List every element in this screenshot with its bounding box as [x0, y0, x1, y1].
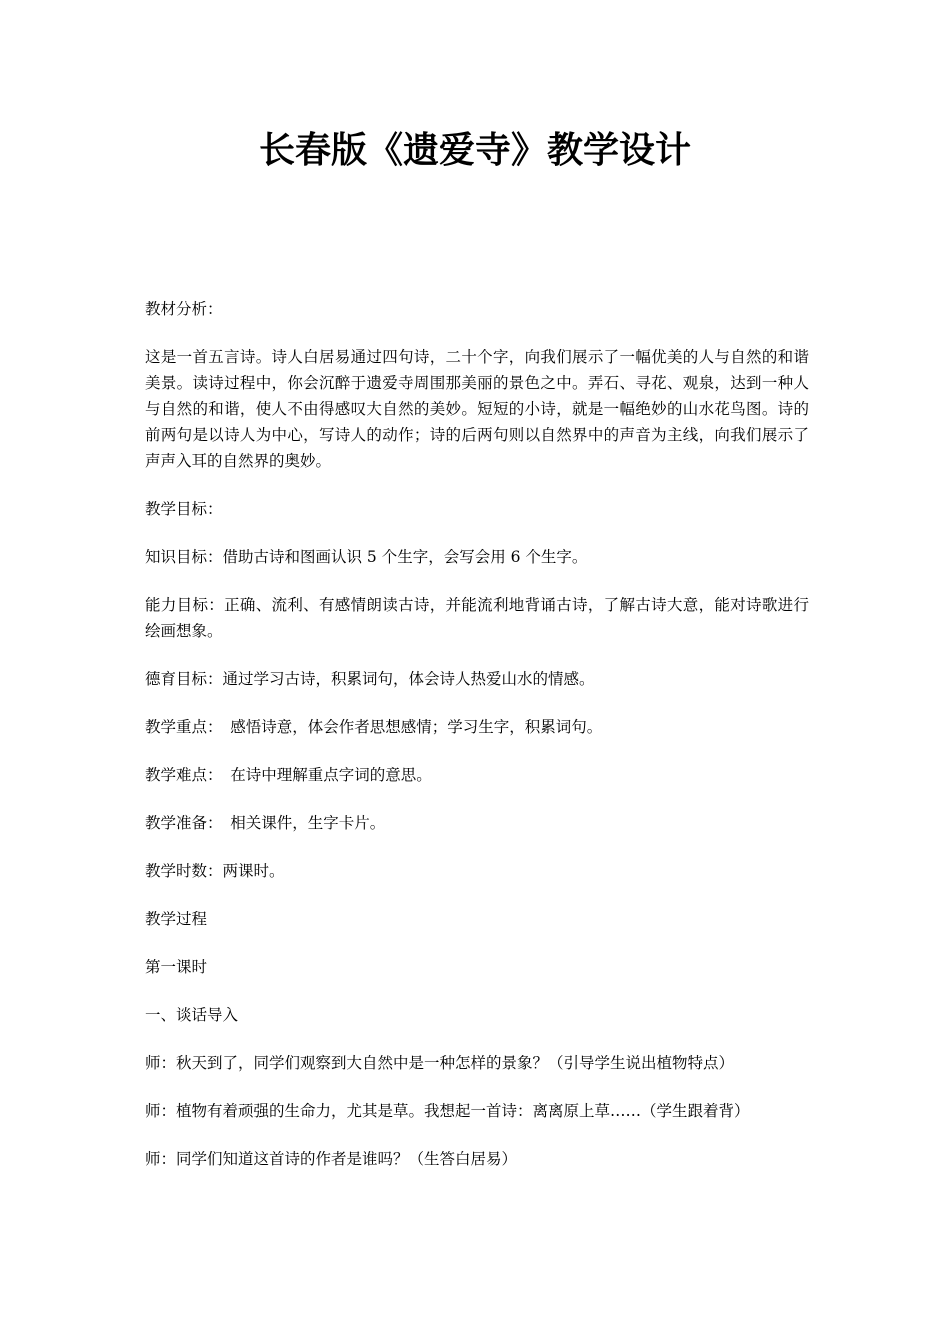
section-heading-teaching-process: 教学过程: [145, 910, 208, 928]
paragraph-teaching-preparation: 教学准备： 相关课件，生字卡片。: [145, 814, 386, 832]
paragraph-knowledge-goal: 知识目标：借助古诗和图画认识 5 个生字，会写会用 6 个生字。: [145, 548, 588, 566]
section-heading-teaching-goals: 教学目标：: [145, 500, 223, 518]
document-body: [145, 296, 809, 1194]
paragraph-dialogue-1: 师：秋天到了，同学们观察到大自然中是一种怎样的景象？（引导学生说出植物特点）: [145, 1054, 735, 1072]
paragraph-teaching-hours: 教学时数：两课时。: [145, 862, 285, 880]
section-heading-first-lesson: 第一课时: [145, 958, 208, 976]
section-heading-material-analysis: 教材分析：: [145, 300, 223, 318]
paragraph-dialogue-2: 师：植物有着顽强的生命力，尤其是草。我想起一首诗：离离原上草……（学生跟着背）: [145, 1102, 750, 1120]
section-heading-introduction: 一、谈话导入: [145, 1006, 239, 1024]
paragraph-material-analysis: 这是一首五言诗。诗人白居易通过四句诗，二十个字，向我们展示了一幅优美的人与自然的和谐美景。读诗过程中，你会沉醉于遗爱寺周围那美丽的景色之中。弄石、寻花、观泉，达到一种人与自然的和谐，使人不由得感叹大自然的美妙。短短的小诗，就是一幅绝妙的山水花鸟图。诗的前两句是以诗人为中心，写诗人的动作；诗的后两句则以自然界中的声音为主线，向我们展示了声声入耳的自然界的奥妙。: [145, 348, 809, 470]
document-title: 长春版《遗爱寺》教学设计: [258, 129, 691, 171]
paragraph-dialogue-3: 师：同学们知道这首诗的作者是谁吗？（生答白居易）: [145, 1150, 518, 1168]
paragraph-teaching-focus: 教学重点： 感悟诗意，体会作者思想感情；学习生字，积累词句。: [145, 718, 603, 736]
paragraph-moral-goal: 德育目标：通过学习古诗，积累词句，体会诗人热爱山水的情感。: [145, 670, 595, 688]
paragraph-ability-goal: 能力目标：正确、流利、有感情朗读古诗，并能流利地背诵古诗，了解古诗大意，能对诗歌进行绘画想象。: [145, 596, 809, 640]
paragraph-teaching-difficulty: 教学难点： 在诗中理解重点字词的意思。: [145, 766, 432, 784]
